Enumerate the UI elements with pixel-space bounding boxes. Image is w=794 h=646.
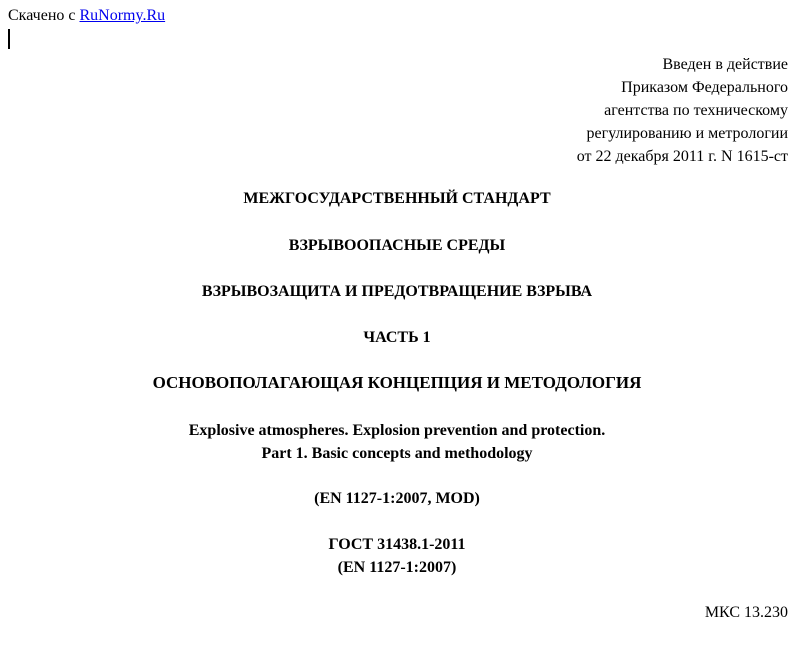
equivalence-note: (EN 1127-1:2007, MOD) bbox=[314, 490, 480, 507]
adoption-notice bbox=[577, 53, 788, 168]
source-prefix: Скачено с bbox=[8, 7, 80, 24]
english-title-line: Explosive atmospheres. Explosion prevention and protection. bbox=[188, 422, 606, 439]
adoption-line: Введен в действие bbox=[662, 56, 788, 73]
subtitle-heading: ВЗРЫВОЗАЩИТА И ПРЕДОТВРАЩЕНИЕ ВЗРЫВА bbox=[201, 283, 593, 300]
source-line bbox=[8, 6, 165, 26]
gost-number: ГОСТ 31438.1-2011 bbox=[328, 536, 466, 553]
adoption-line: агентства по техническому bbox=[604, 102, 788, 119]
classification-code: МКС 13.230 bbox=[704, 604, 788, 621]
part-title-heading: ОСНОВОПОЛАГАЮЩАЯ КОНЦЕПЦИЯ И МЕТОДОЛОГИЯ bbox=[152, 373, 642, 392]
en-number: (EN 1127-1:2007) bbox=[337, 559, 457, 576]
text-cursor bbox=[8, 29, 10, 49]
adoption-line: Приказом Федерального bbox=[621, 79, 788, 96]
adoption-line: от 22 декабря 2011 г. N 1615-ст bbox=[576, 148, 788, 165]
part-heading: ЧАСТЬ 1 bbox=[363, 329, 431, 346]
subject-heading: ВЗРЫВООПАСНЫЕ СРЕДЫ bbox=[288, 237, 506, 254]
standard-designation bbox=[0, 533, 794, 579]
english-title-line: Part 1. Basic concepts and methodology bbox=[261, 445, 533, 462]
standard-type-heading: МЕЖГОСУДАРСТВЕННЫЙ СТАНДАРТ bbox=[243, 190, 551, 207]
source-link[interactable]: RuNormy.Ru bbox=[79, 7, 166, 24]
adoption-line: регулированию и метрологии bbox=[586, 125, 788, 142]
english-title bbox=[0, 419, 794, 465]
